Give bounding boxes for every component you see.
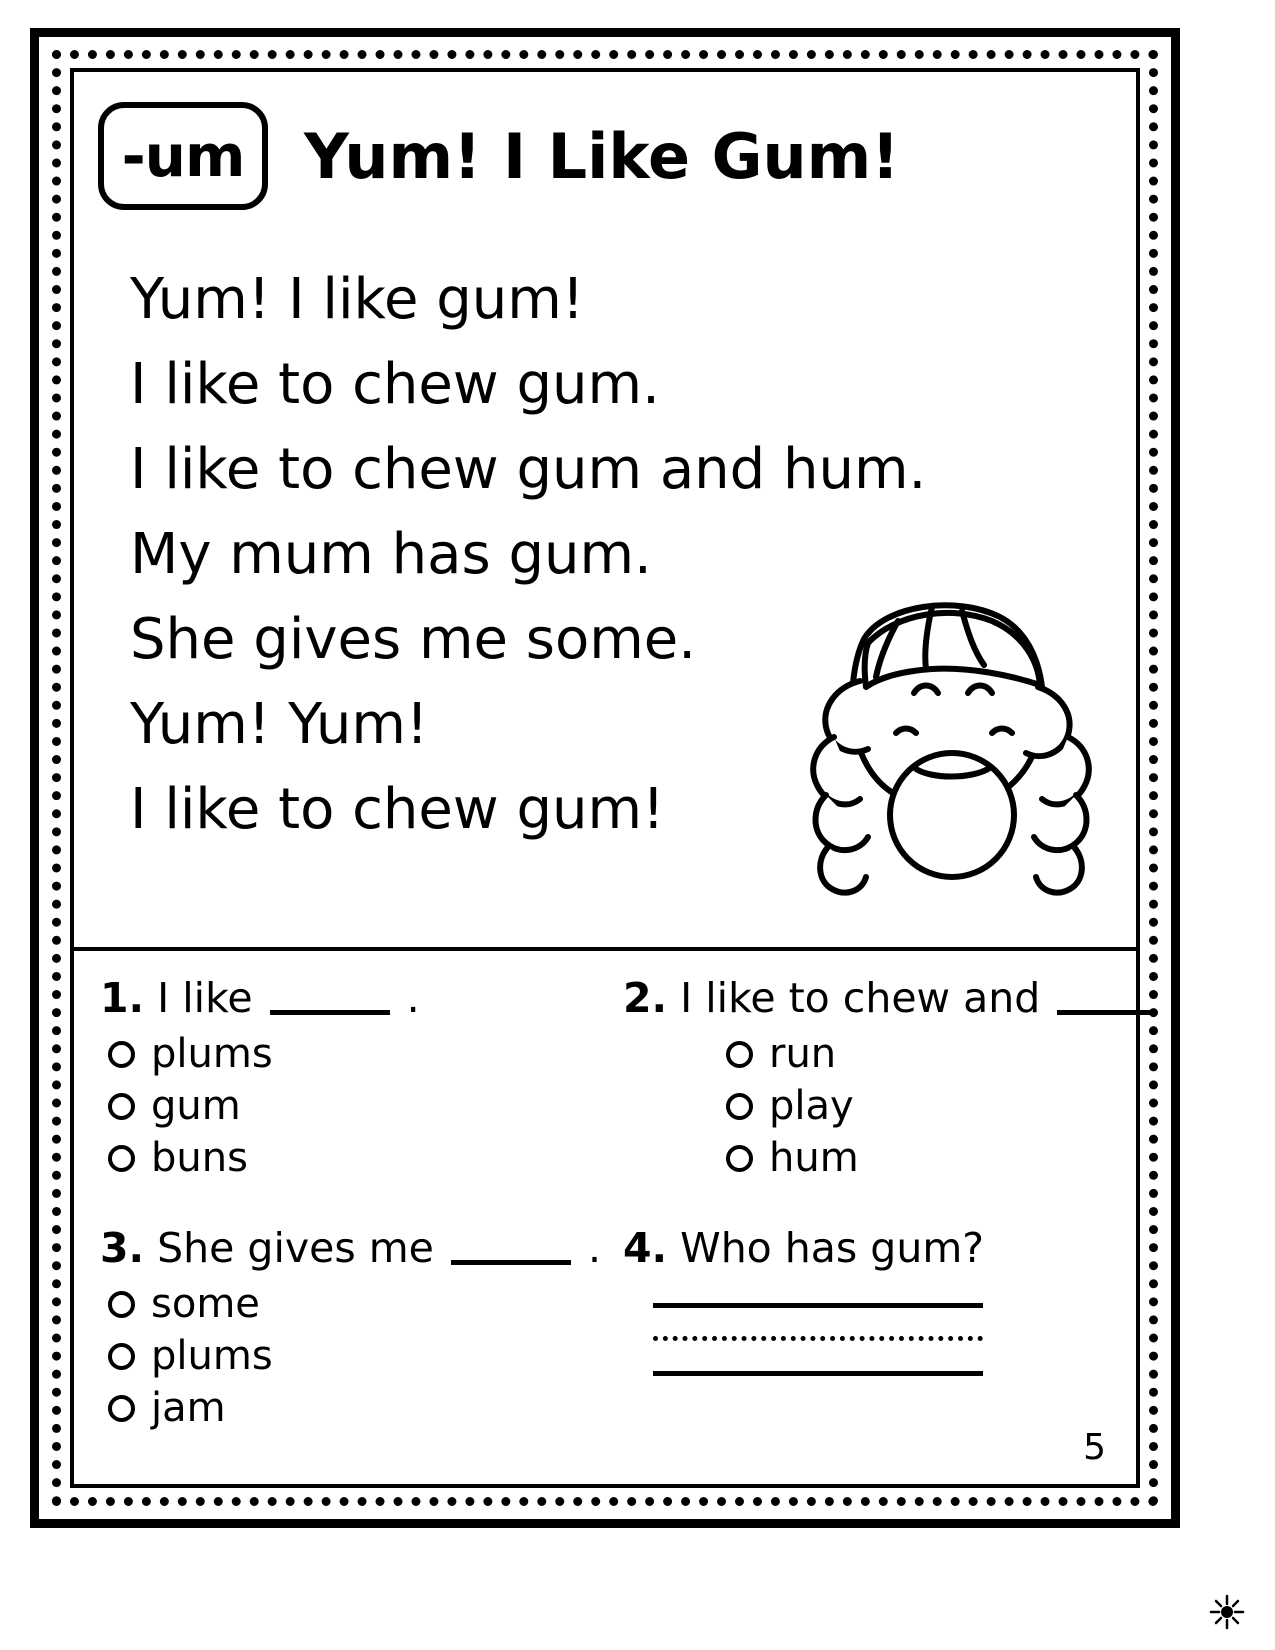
answer-line-solid[interactable] <box>653 1371 983 1376</box>
choice-label: plums <box>151 1031 273 1077</box>
content-area <box>70 68 1183 1488</box>
story-line: Yum! Yum! <box>130 692 429 757</box>
question-2-choice-1[interactable] <box>726 1031 1110 1077</box>
answer-line-dotted[interactable] <box>653 1336 983 1341</box>
question-1-choice-2[interactable] <box>108 1083 605 1129</box>
question-4-number: 4. <box>623 1224 668 1272</box>
page-title: Yum! I Like Gum! <box>304 120 900 193</box>
question-3-choice-2[interactable] <box>108 1333 605 1379</box>
story-line: I like to chew gum and hum. <box>130 437 927 502</box>
question-1-choice-3[interactable] <box>108 1135 605 1181</box>
story-line: She gives me some. <box>130 607 697 672</box>
story-line: I like to chew gum. <box>130 352 660 417</box>
question-1-choice-1[interactable] <box>108 1031 605 1077</box>
sun-logo-icon <box>1207 1592 1247 1632</box>
question-1-text: I like <box>157 974 253 1022</box>
word-family-badge: -um <box>98 102 268 210</box>
question-3 <box>100 1223 605 1437</box>
radio-bubble-icon[interactable] <box>726 1145 753 1172</box>
radio-bubble-icon[interactable] <box>108 1343 135 1370</box>
story-line: I like to chew gum! <box>130 777 665 842</box>
answer-line-solid[interactable] <box>653 1303 983 1308</box>
question-4 <box>605 1223 1110 1437</box>
question-4-prompt <box>623 1223 1110 1273</box>
choice-label: buns <box>151 1135 248 1181</box>
question-1 <box>100 973 605 1187</box>
question-2-choice-2[interactable] <box>726 1083 1110 1129</box>
question-4-answer-lines[interactable] <box>653 1303 983 1376</box>
question-2-choice-3[interactable] <box>726 1135 1110 1181</box>
story-line: My mum has gum. <box>130 522 652 587</box>
radio-bubble-icon[interactable] <box>108 1041 135 1068</box>
question-2-text: I like to chew and <box>680 974 1041 1022</box>
page-number: 5 <box>1083 1427 1106 1468</box>
question-2-prompt <box>623 973 1183 1023</box>
question-1-number: 1. <box>100 974 145 1022</box>
question-3-prompt <box>100 1223 605 1273</box>
questions-spacer <box>100 1187 1110 1223</box>
question-2-blank[interactable] <box>1057 1010 1152 1015</box>
questions-row-2 <box>100 1223 1110 1437</box>
question-3-number: 3. <box>100 1224 145 1272</box>
story-line: Yum! I like gum! <box>130 267 585 332</box>
question-3-choice-3[interactable] <box>108 1385 605 1431</box>
worksheet-page <box>30 28 1183 1528</box>
questions-row-1 <box>100 973 1183 1187</box>
question-1-punct: . <box>406 974 420 1022</box>
radio-bubble-icon[interactable] <box>726 1041 753 1068</box>
question-3-text: She gives me <box>157 1224 434 1272</box>
question-3-punct: . <box>587 1224 602 1272</box>
question-2-choices <box>718 1031 1110 1181</box>
question-3-choice-1[interactable] <box>108 1281 605 1327</box>
choice-label: gum <box>151 1083 241 1129</box>
choice-label: run <box>769 1031 837 1077</box>
question-4-text: Who has gum? <box>680 1224 985 1272</box>
radio-bubble-icon[interactable] <box>108 1145 135 1172</box>
choice-label: play <box>769 1083 854 1129</box>
questions-section <box>74 951 1183 1484</box>
choice-label: some <box>151 1281 260 1327</box>
radio-bubble-icon[interactable] <box>726 1093 753 1120</box>
question-1-prompt <box>100 973 605 1023</box>
question-1-blank[interactable] <box>270 1010 390 1015</box>
radio-bubble-icon[interactable] <box>108 1291 135 1318</box>
radio-bubble-icon[interactable] <box>108 1395 135 1422</box>
choice-label: jam <box>151 1385 226 1431</box>
question-2 <box>605 973 1183 1187</box>
question-3-blank[interactable] <box>451 1260 571 1265</box>
radio-bubble-icon[interactable] <box>108 1093 135 1120</box>
question-2-punct: . <box>1169 974 1183 1022</box>
girl-blowing-bubble-gum-icon <box>756 547 1116 907</box>
choice-label: hum <box>769 1135 859 1181</box>
choice-label: plums <box>151 1333 273 1379</box>
worksheet-header <box>74 72 1136 222</box>
question-2-number: 2. <box>623 974 668 1022</box>
